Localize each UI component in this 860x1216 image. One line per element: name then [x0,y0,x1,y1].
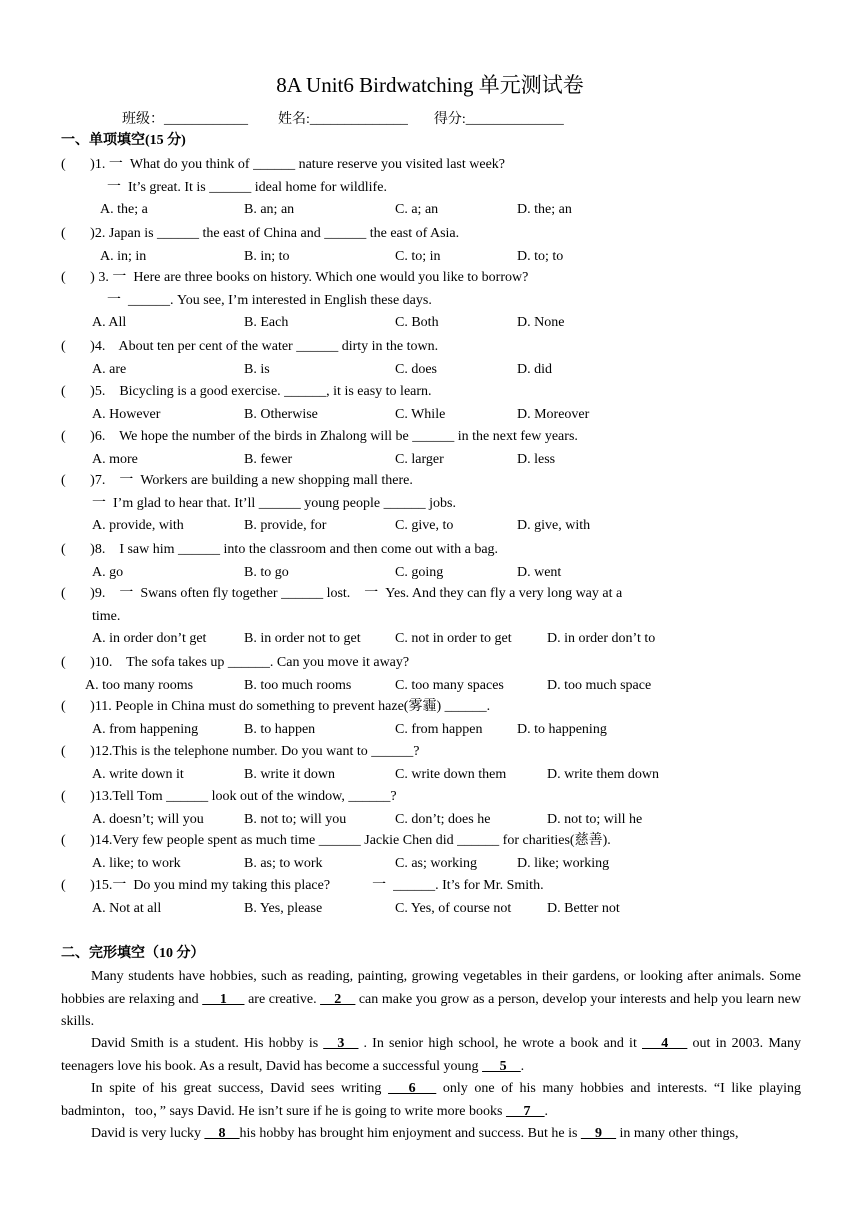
question-11-option-d[interactable]: D. to happening [517,721,607,737]
question-13-stem: ( )13.Tell Tom ______ look out of the window, ______? [61,789,397,804]
question-4-option-d[interactable]: D. did [517,361,552,377]
cloze-blank-1: __1__ [202,991,245,1007]
question-9-option-c[interactable]: C. not in order to get [395,631,512,646]
question-3-option-b[interactable]: B. Each [244,315,289,330]
question-1-option-b[interactable]: B. an; an [244,202,295,217]
cloze-blank-9: __9__ [580,1126,616,1141]
question-4-option-a[interactable]: A. are [92,361,127,377]
question-5-option-c[interactable]: C. While [395,406,446,422]
question-9-option-b[interactable]: B. in order not to get [244,631,361,646]
question-14-option-c[interactable]: C. as; working [395,855,478,871]
question-8-option-c[interactable]: C. going [395,564,444,580]
question-7-option-c[interactable]: C. give, to [395,518,454,533]
cloze-blank-2: __2__ [320,991,356,1007]
question-3-stem: ( ) 3. 一 Here are three books on history. Which one would you like to borrow? [61,270,529,285]
question-6-option-c[interactable]: C. larger [395,451,444,467]
cloze-blank-6: __6__ [388,1081,437,1096]
question-10-option-b[interactable]: B. too much rooms [244,677,352,693]
student-info-line [122,110,564,130]
section-1-heading: 一、单项填空(15 分) [61,133,186,148]
question-7-option-b[interactable]: B. provide, for [244,518,327,533]
question-2-option-d[interactable]: D. to; to [517,248,564,264]
question-6-option-a[interactable]: A. more [92,451,138,467]
question-1-option-c[interactable]: C. a; an [395,202,439,217]
question-3-option-c[interactable]: C. Both [395,315,439,330]
question-13-option-a[interactable]: A. doesn’t; will you [92,811,204,827]
question-8-option-d[interactable]: D. went [517,564,562,580]
question-6-option-d[interactable]: D. less [517,451,556,467]
question-11-option-c[interactable]: C. from happen [395,721,483,737]
question-8-option-a[interactable]: A. go [92,564,124,580]
question-4-option-b[interactable]: B. is [244,361,270,377]
question-6-option-b[interactable]: B. fewer [244,451,293,467]
question-12-option-a[interactable]: A. write down it [92,766,184,782]
question-15-option-b[interactable]: B. Yes, please [244,900,323,916]
name-label: 姓名: [278,112,310,127]
question-10-option-d[interactable]: D. too much space [547,677,652,693]
question-7-option-d[interactable]: D. give, with [517,518,591,533]
question-14-stem: ( )14.Very few people spent as much time ______ Jackie Chen did ______ for charities(慈善). [61,833,611,848]
score-blank[interactable]: ______________ [465,112,564,127]
cloze-paragraph-3: In spite of his great success, David sees writing __6__ only one of his many hobbies and interests. “I like playing badminton，too，” says David. He isn’t sure if he is going to write more books __7__. [61,1081,801,1119]
page-title: 8A Unit6 Birdwatching 单元测试卷 [276,73,584,97]
question-5-option-a[interactable]: A. However [92,406,161,422]
cloze-blank-8: __8__ [204,1126,240,1141]
question-9-option-a[interactable]: A. in order don’t get [92,631,207,646]
question-12-option-c[interactable]: C. write down them [395,766,507,782]
question-9-option-d[interactable]: D. in order don’t to [547,631,656,646]
cloze-paragraph-2: David Smith is a student. His hobby is __3__ . In senior high school, he wrote a book and it __4__ out in 2003. Many teenagers love his book. As a result, David has become a successful young __5__. [61,1036,801,1074]
question-15-stem: ( )15.一 Do you mind my taking this place? 一 ______. It’s for Mr. Smith. [61,878,544,893]
question-7-stem-continued: 一 I’m glad to hear that. It’ll ______ young people ______ jobs. [92,495,456,511]
question-15-option-a[interactable]: A. Not at all [92,900,162,916]
question-12-option-b[interactable]: B. write it down [244,766,335,782]
question-3-stem-continued: 一 ______. You see, I’m interested in English these days. [107,292,432,308]
question-4-option-c[interactable]: C. does [395,361,437,377]
question-9-stem: ( )9. 一 Swans often fly together ______ lost. 一 Yes. And they can fly a very long way at a [61,586,623,601]
question-1-stem: ( )1. 一 What do you think of ______ nature reserve you visited last week? [61,157,506,172]
question-14-option-a[interactable]: A. like; to work [92,855,181,871]
question-1-option-a[interactable]: A. the; a [100,202,148,217]
question-13-option-b[interactable]: B. not to; will you [244,811,347,827]
section-2-heading: 二、完形填空（10 分） [61,946,205,961]
question-10-stem: ( )10. The sofa takes up ______. Can you move it away? [61,655,410,670]
class-label: 班级： [122,112,164,127]
question-2-stem: ( )2. Japan is ______ the east of China and ______ the east of Asia. [61,226,460,241]
cloze-blank-3: __3__ [323,1036,359,1051]
question-2-option-b[interactable]: B. in; to [244,248,290,264]
question-11-stem: ( )11. People in China must do something to prevent haze(雾霾) ______. [61,699,491,714]
question-15-option-c[interactable]: C. Yes, of course not [395,900,512,916]
question-13-option-c[interactable]: C. don’t; does he [395,811,491,827]
class-blank[interactable]: ____________ [164,112,248,127]
question-12-stem: ( )12.This is the telephone number. Do you want to ______? [61,744,420,759]
name-blank[interactable]: ______________ [309,112,408,127]
question-7-option-a[interactable]: A. provide, with [92,518,184,533]
score-label: 得分: [433,112,466,127]
question-5-option-b[interactable]: B. Otherwise [244,406,318,422]
question-5-option-d[interactable]: D. Moreover [517,406,590,422]
question-10-option-a[interactable]: A. too many rooms [85,677,194,693]
question-5-stem: ( )5. Bicycling is a good exercise. ______, it is easy to learn. [61,384,432,399]
question-14-option-b[interactable]: B. as; to work [244,855,323,871]
cloze-blank-5: __5__ [482,1058,521,1074]
question-11-option-b[interactable]: B. to happen [244,721,316,737]
question-1-option-d[interactable]: D. the; an [517,202,572,217]
question-3-option-d[interactable]: D. None [517,315,565,330]
question-14-option-d[interactable]: D. like; working [517,855,610,871]
question-8-option-b[interactable]: B. to go [244,564,289,580]
question-11-option-a[interactable]: A. from happening [92,721,199,737]
question-6-stem: ( )6. We hope the number of the birds in Zhalong will be ______ in the next few years. [61,429,578,444]
question-2-option-a[interactable]: A. in; in [100,248,147,264]
cloze-blank-4: __4__ [642,1036,688,1051]
question-10-option-c[interactable]: C. too many spaces [395,677,504,693]
question-12-option-d[interactable]: D. write them down [547,766,659,782]
question-8-stem: ( )8. I saw him ______ into the classroom and then come out with a bag. [61,542,499,557]
question-4-stem: ( )4. About ten per cent of the water ______ dirty in the town. [61,339,439,354]
cloze-paragraph-4: David is very lucky __8__his hobby has brought him enjoyment and success. But he is __9__ in many other things, [91,1126,739,1141]
question-1-stem-continued: 一 It’s great. It is ______ ideal home for wildlife. [107,179,387,195]
question-2-option-c[interactable]: C. to; in [395,248,441,264]
question-7-stem: ( )7. 一 Workers are building a new shopping mall there. [61,473,413,488]
question-15-option-d[interactable]: D. Better not [547,900,620,916]
question-3-option-a[interactable]: A. All [92,315,127,330]
cloze-paragraph-1: Many students have hobbies, such as reading, painting, growing vegetables in their gardens, or looking after animals. Some hobbies are relaxing and __1__ are creative. __2__ can make you grow as a person, develop your interests and help you learn new skills. [61,969,801,1029]
question-13-option-d[interactable]: D. not to; will he [547,811,643,827]
cloze-blank-7: __7__ [505,1103,545,1119]
question-9-stem-continued: time. [92,608,121,624]
